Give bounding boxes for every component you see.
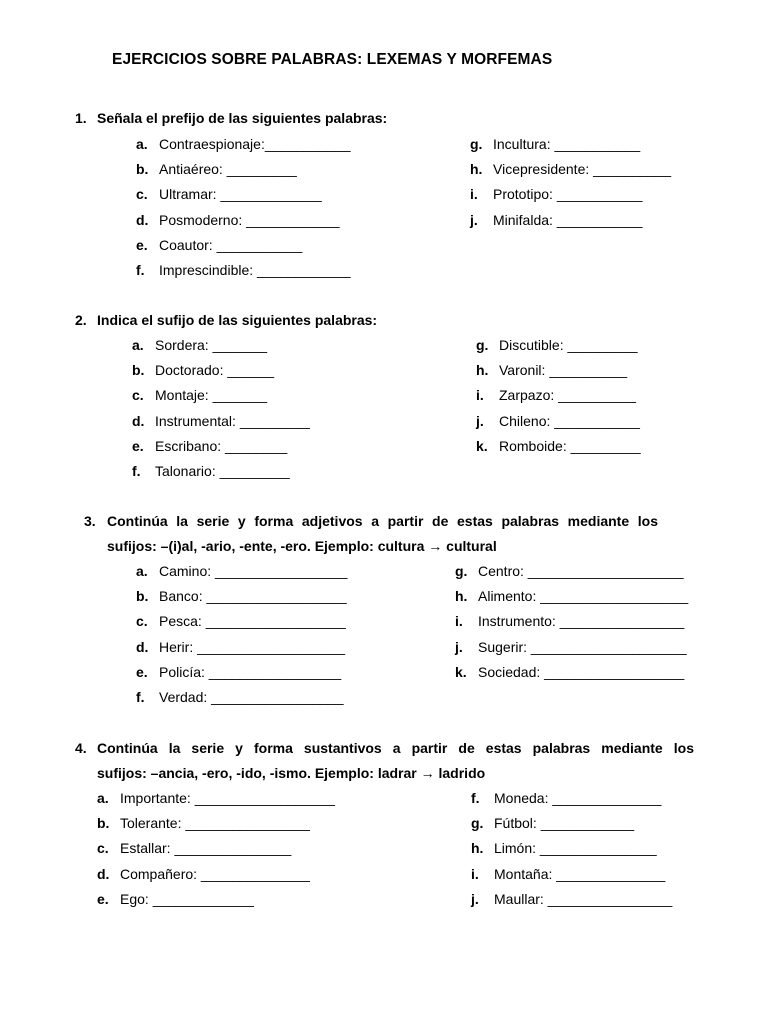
item-letter: f. [471,790,480,806]
exercise-2-left-column [132,333,310,484]
list-item [132,409,310,434]
item-letter: j. [470,211,478,228]
item-letter: c. [97,840,109,857]
list-item [470,132,671,157]
list-item [471,786,672,811]
item-text: Vicepresidente: __________ [493,161,672,178]
item-letter: b. [136,161,149,178]
item-text: Importante: __________________ [120,790,335,806]
exercise-4-left-column [97,786,335,912]
item-text: Posmoderno: ____________ [159,211,340,228]
list-item [136,559,347,584]
page-title: EJERCICIOS SOBRE PALABRAS: LEXEMAS Y MORFEMAS [112,51,553,68]
item-letter: d. [136,638,149,655]
item-letter: a. [132,337,144,353]
list-item [136,182,351,207]
exercise-question-line-2: sufijos: –ancia, -ero, -ido, -ismo. Ejemplo: ladrar → ladrido [97,765,486,781]
list-item [470,182,671,207]
list-item [470,208,671,233]
list-item [136,609,347,634]
list-item [136,660,347,685]
list-item [97,836,335,861]
item-letter: c. [136,186,148,203]
exercise-number: 3. [84,513,96,529]
item-text: Estallar: _______________ [120,840,292,857]
item-letter: h. [455,588,468,605]
item-letter: e. [132,437,144,454]
item-letter: g. [476,337,489,353]
item-text: Antiaéreo: _________ [159,161,297,178]
item-text: Incultura: ___________ [493,136,641,152]
list-item [132,383,310,408]
item-letter: c. [136,613,148,630]
item-letter: e. [97,890,109,907]
item-letter: k. [455,663,467,680]
item-letter: i. [476,387,484,404]
item-text: Contraespionaje:___________ [159,136,351,152]
item-letter: g. [455,563,468,579]
item-text: Sugerir: ____________________ [478,638,687,655]
item-text: Herir: ___________________ [159,638,346,655]
item-text: Limón: _______________ [494,840,657,857]
item-text: Instrumento: ________________ [478,613,685,630]
list-item [136,132,351,157]
list-item [97,786,335,811]
item-letter: j. [471,890,479,907]
list-item [471,887,672,912]
item-text: Verdad: _________________ [159,688,344,705]
item-letter: a. [136,136,148,152]
item-text: Centro: ____________________ [478,563,684,579]
item-text: Doctorado: ______ [155,362,275,379]
item-letter: h. [476,362,489,379]
item-letter: d. [97,865,110,882]
exercise-number: 4. [75,740,87,756]
list-item [136,258,351,283]
item-letter: d. [132,412,145,429]
exercise-1-left-column [136,132,351,283]
list-item [476,383,641,408]
exercise-number: 1. [75,110,87,126]
item-letter: i. [470,186,478,203]
list-item [132,459,310,484]
item-letter: b. [132,362,145,379]
item-text: Pesca: __________________ [159,613,346,630]
item-text: Talonario: _________ [155,462,290,479]
list-item [455,584,688,609]
exercise-question: Indica el sufijo de las siguientes palabras: [97,312,378,328]
list-item [470,157,671,182]
exercise-question: Señala el prefijo de las siguientes palabras: [97,110,388,126]
item-text: Montaña: ______________ [494,865,666,882]
list-item [476,434,641,459]
exercise-1-right-column [470,132,671,233]
exercise-question-line-2: sufijos: –(i)al, -ario, -ente, -ero. Ejemplo: cultura → cultural [107,538,497,554]
item-text: Policía: _________________ [159,663,342,680]
list-item [476,333,641,358]
item-text: Minifalda: ___________ [493,211,643,228]
item-text: Escribano: ________ [155,437,288,454]
list-item [97,862,335,887]
item-text: Maullar: ________________ [494,890,673,907]
item-text: Imprescindible: ____________ [159,261,351,278]
item-letter: h. [471,840,484,857]
item-text: Banco: __________________ [159,588,347,605]
item-text: Discutible: _________ [499,337,638,353]
list-item [132,358,310,383]
item-text: Moneda: ______________ [494,790,662,806]
item-text: Camino: _________________ [159,563,348,579]
list-item [136,208,351,233]
item-letter: f. [136,688,145,705]
list-item [136,233,351,258]
list-item [132,333,310,358]
item-text: Fútbol: ____________ [494,815,635,832]
item-text: Sociedad: __________________ [478,663,685,680]
list-item [471,811,672,836]
item-letter: b. [136,588,149,605]
list-item [136,635,347,660]
item-text: Prototipo: ___________ [493,186,643,203]
list-item [136,584,347,609]
item-letter: h. [470,161,483,178]
item-letter: a. [97,790,109,806]
item-text: Sordera: _______ [155,337,268,353]
item-letter: c. [132,387,144,404]
list-item [132,434,310,459]
item-text: Tolerante: ________________ [120,815,310,832]
list-item [136,685,347,710]
item-letter: f. [136,261,145,278]
exercise-question: Continúa la serie y forma adjetivos a partir de estas palabras mediante los [107,513,658,529]
list-item [97,887,335,912]
list-item [455,660,688,685]
item-letter: a. [136,563,148,579]
item-text: Coautor: ___________ [159,236,303,253]
exercise-3-left-column [136,559,347,710]
item-letter: i. [471,865,479,882]
list-item [476,409,641,434]
item-text: Romboide: _________ [499,437,641,454]
item-letter: g. [471,815,484,832]
exercise-2-right-column [476,333,641,459]
list-item [471,862,672,887]
item-text: Instrumental: _________ [155,412,310,429]
exercise-3-right-column [455,559,688,685]
item-text: Varonil: __________ [499,362,628,379]
list-item [455,559,688,584]
item-text: Ultramar: _____________ [159,186,322,203]
item-letter: j. [455,638,463,655]
item-text: Montaje: _______ [155,387,268,404]
list-item [476,358,641,383]
list-item [471,836,672,861]
item-text: Zarpazo: __________ [499,387,636,404]
item-letter: f. [132,462,141,479]
item-text: Alimento: ___________________ [478,588,689,605]
item-letter: k. [476,437,488,454]
item-letter: b. [97,815,110,832]
list-item [136,157,351,182]
list-item [455,609,688,634]
item-text: Compañero: ______________ [120,865,310,882]
item-letter: e. [136,236,148,253]
item-letter: e. [136,663,148,680]
item-letter: i. [455,613,463,630]
list-item [97,811,335,836]
item-text: Ego: _____________ [120,890,254,907]
list-item [455,635,688,660]
item-text: Chileno: ___________ [499,412,640,429]
exercise-question: Continúa la serie y forma sustantivos a partir de estas palabras mediante los [97,740,694,756]
exercise-4-right-column [471,786,672,912]
item-letter: j. [476,412,484,429]
item-letter: g. [470,136,483,152]
item-letter: d. [136,211,149,228]
exercise-number: 2. [75,312,87,328]
